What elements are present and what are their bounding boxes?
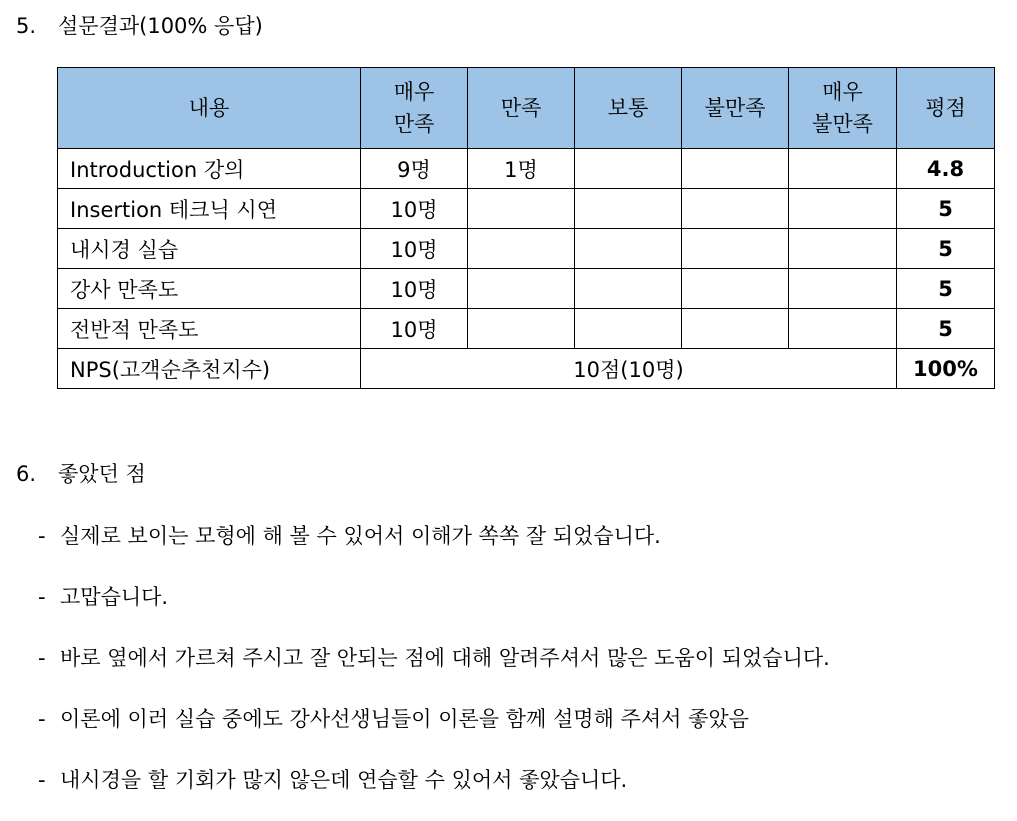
section-6-title: 좋았던 점 [58,462,146,486]
bullet-dash: - [38,646,46,670]
list-item [38,577,830,638]
nps-row [58,349,995,389]
row-label: 강사 만족도 [58,269,361,309]
cell-satisfied [468,229,575,269]
header-content: 내용 [58,68,361,149]
cell-rating: 5 [897,229,995,269]
table-row [58,189,995,229]
cell-very-satisfied: 10명 [361,309,468,349]
header-very-dissatisfied-line1: 매우 [822,80,863,104]
cell-rating: 5 [897,269,995,309]
list-item [38,760,830,821]
cell-neutral [575,309,682,349]
header-neutral: 보통 [575,68,682,149]
header-very-satisfied-line1: 매우 [393,80,435,104]
table-row [58,229,995,269]
nps-label: NPS(고객순추천지수) [58,349,361,389]
nps-value: 10점(10명) [361,349,897,389]
cell-neutral [575,269,682,309]
table-row [58,149,995,189]
section-6-heading [16,460,146,488]
cell-very-dissatisfied [789,229,897,269]
header-very-dissatisfied-line2: 불만족 [812,112,873,136]
cell-rating: 4.8 [897,149,995,189]
feedback-text: 바로 옆에서 가르쳐 주시고 잘 안되는 점에 대해 알려주셔서 많은 도움이 되었습니다. [60,646,830,670]
cell-very-dissatisfied [789,189,897,229]
row-label: Introduction 강의 [58,149,361,189]
cell-satisfied [468,269,575,309]
bullet-dash: - [38,707,46,731]
cell-very-satisfied: 10명 [361,189,468,229]
section-5-number: 5. [16,14,37,38]
feedback-text: 이론에 이러 실습 중에도 강사선생님들이 이론을 함께 설명해 주셔서 좋았음 [60,707,749,731]
list-item [38,516,830,577]
header-dissatisfied: 불만족 [682,68,789,149]
cell-satisfied [468,189,575,229]
feedback-list [38,516,830,821]
table-header-row [58,68,995,149]
row-label: 전반적 만족도 [58,309,361,349]
bullet-dash: - [38,585,46,609]
table-row [58,269,995,309]
cell-very-dissatisfied [789,149,897,189]
cell-neutral [575,189,682,229]
bullet-dash: - [38,768,46,792]
survey-results-table [57,67,995,389]
header-very-satisfied-line2: 만족 [393,112,435,136]
header-rating: 평점 [897,68,995,149]
cell-neutral [575,149,682,189]
cell-rating: 5 [897,189,995,229]
feedback-text: 내시경을 할 기회가 많지 않은데 연습할 수 있어서 좋았습니다. [60,768,628,792]
list-item [38,699,830,760]
header-very-dissatisfied [789,68,897,149]
row-label: 내시경 실습 [58,229,361,269]
section-6-number: 6. [16,462,37,486]
cell-dissatisfied [682,229,789,269]
cell-rating: 5 [897,309,995,349]
cell-neutral [575,229,682,269]
cell-dissatisfied [682,269,789,309]
feedback-text: 실제로 보이는 모형에 해 볼 수 있어서 이해가 쏙쏙 잘 되었습니다. [60,524,661,548]
header-very-satisfied [361,68,468,149]
feedback-text: 고맙습니다. [60,585,169,609]
cell-very-dissatisfied [789,269,897,309]
cell-dissatisfied [682,149,789,189]
table-row [58,309,995,349]
header-satisfied: 만족 [468,68,575,149]
section-5-title: 설문결과(100% 응답) [58,14,263,38]
cell-very-dissatisfied [789,309,897,349]
cell-dissatisfied [682,189,789,229]
cell-very-satisfied: 9명 [361,149,468,189]
cell-satisfied [468,309,575,349]
cell-very-satisfied: 10명 [361,269,468,309]
list-item [38,638,830,699]
cell-dissatisfied [682,309,789,349]
row-label: Insertion 테크닉 시연 [58,189,361,229]
cell-satisfied: 1명 [468,149,575,189]
section-5-heading [16,12,263,40]
nps-rating: 100% [897,349,995,389]
bullet-dash: - [38,524,46,548]
cell-very-satisfied: 10명 [361,229,468,269]
